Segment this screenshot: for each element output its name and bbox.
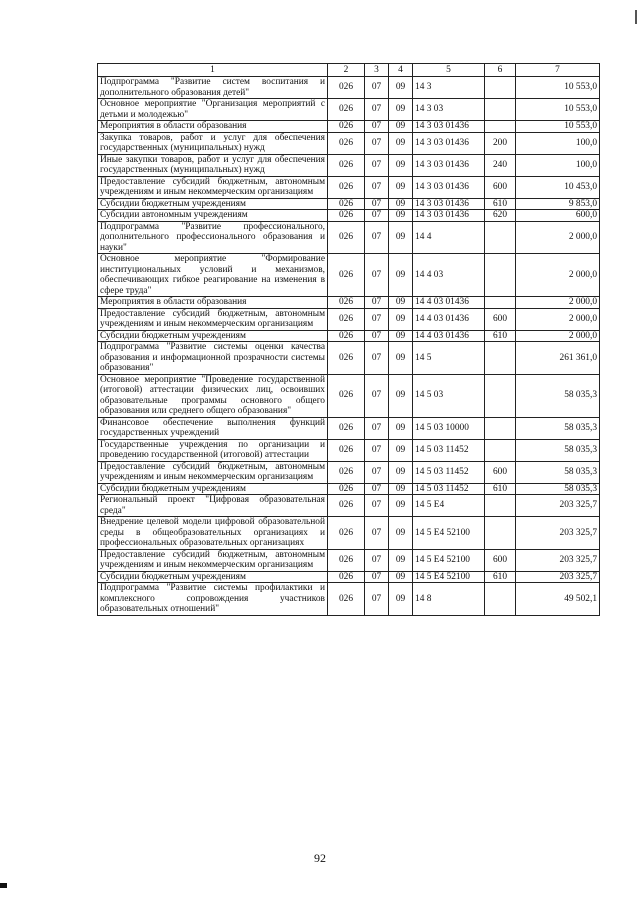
table-row — [98, 308, 600, 330]
page-number: 92 — [314, 851, 326, 865]
row-subsection-cell: 09 — [389, 221, 413, 254]
row-code-cell: 026 — [328, 342, 365, 375]
row-code-cell: 026 — [328, 121, 365, 133]
row-name-cell: Подпрограмма "Развитие системы оценки качества образования и информационной прозрачности системы образования" — [98, 342, 328, 375]
row-name-cell: Предоставление субсидий бюджетным, автономным учреждениям и иным некоммерческим организациям — [98, 461, 328, 483]
row-subsection-cell: 09 — [389, 330, 413, 342]
table-row — [98, 77, 600, 99]
table-row — [98, 132, 600, 154]
row-code-cell: 026 — [328, 517, 365, 550]
row-section-cell: 07 — [365, 483, 389, 495]
table-row — [98, 417, 600, 439]
row-name-cell: Закупка товаров, работ и услуг для обеспечения государственных (муниципальных) нужд — [98, 132, 328, 154]
row-expense-type-cell: 240 — [485, 154, 516, 176]
row-expense-type-cell — [485, 495, 516, 517]
row-amount-cell: 10 553,0 — [516, 77, 600, 99]
row-name-cell: Субсидии бюджетным учреждениям — [98, 483, 328, 495]
scan-artifact-left — [0, 883, 7, 888]
row-subsection-cell: 09 — [389, 439, 413, 461]
row-subsection-cell: 09 — [389, 308, 413, 330]
row-subsection-cell: 09 — [389, 549, 413, 571]
row-name-cell: Субсидии автономным учреждениям — [98, 210, 328, 222]
table-row — [98, 198, 600, 210]
row-amount-cell: 2 000,0 — [516, 308, 600, 330]
table-body — [98, 64, 600, 616]
table-row — [98, 495, 600, 517]
row-subsection-cell: 09 — [389, 583, 413, 616]
row-name-cell: Подпрограмма "Развитие систем воспитания и дополнительного образования детей" — [98, 77, 328, 99]
table-row — [98, 210, 600, 222]
table-header-row — [98, 64, 600, 77]
row-name-cell: Государственные учреждения по организации и проведению государственной (итоговой) аттестации — [98, 439, 328, 461]
row-subsection-cell: 09 — [389, 154, 413, 176]
row-target-article-cell: 14 5 E4 52100 — [413, 571, 485, 583]
row-amount-cell: 58 035,3 — [516, 461, 600, 483]
row-code-cell: 026 — [328, 308, 365, 330]
table-row — [98, 330, 600, 342]
row-target-article-cell: 14 4 — [413, 221, 485, 254]
row-expense-type-cell — [485, 254, 516, 297]
row-name-cell: Финансовое обеспечение выполнения функций государственных учреждений — [98, 417, 328, 439]
row-amount-cell: 2 000,0 — [516, 254, 600, 297]
row-subsection-cell: 09 — [389, 121, 413, 133]
row-section-cell: 07 — [365, 210, 389, 222]
row-amount-cell: 600,0 — [516, 210, 600, 222]
row-amount-cell: 2 000,0 — [516, 297, 600, 309]
row-expense-type-cell — [485, 342, 516, 375]
row-code-cell: 026 — [328, 297, 365, 309]
row-expense-type-cell: 200 — [485, 132, 516, 154]
row-target-article-cell: 14 4 03 — [413, 254, 485, 297]
row-expense-type-cell: 610 — [485, 571, 516, 583]
row-subsection-cell: 09 — [389, 297, 413, 309]
table-row — [98, 297, 600, 309]
row-code-cell: 026 — [328, 571, 365, 583]
header-col-2: 2 — [328, 64, 365, 77]
row-expense-type-cell — [485, 374, 516, 417]
row-target-article-cell: 14 5 03 11452 — [413, 483, 485, 495]
row-name-cell: Региональный проект "Цифровая образовательная среда" — [98, 495, 328, 517]
row-target-article-cell: 14 5 E4 52100 — [413, 517, 485, 550]
row-section-cell: 07 — [365, 549, 389, 571]
row-expense-type-cell — [485, 583, 516, 616]
row-amount-cell: 58 035,3 — [516, 374, 600, 417]
row-target-article-cell: 14 5 E4 — [413, 495, 485, 517]
row-name-cell: Подпрограмма "Развитие системы профилактики и комплексного сопровождения участников образовательных отношений" — [98, 583, 328, 616]
row-section-cell: 07 — [365, 342, 389, 375]
row-name-cell: Основное мероприятие "Проведение государственной (итоговой) аттестации физических лиц, освоивших образовательные программы основного общего образования или среднего общего образования" — [98, 374, 328, 417]
row-name-cell: Субсидии бюджетным учреждениям — [98, 198, 328, 210]
scan-artifact-right — [635, 10, 637, 24]
row-target-article-cell: 14 8 — [413, 583, 485, 616]
row-name-cell: Мероприятия в области образования — [98, 297, 328, 309]
row-amount-cell: 100,0 — [516, 132, 600, 154]
header-col-1: 1 — [98, 64, 328, 77]
row-code-cell: 026 — [328, 439, 365, 461]
row-amount-cell: 58 035,3 — [516, 439, 600, 461]
table-row — [98, 571, 600, 583]
row-expense-type-cell: 610 — [485, 330, 516, 342]
row-target-article-cell: 14 3 03 — [413, 99, 485, 121]
row-name-cell: Предоставление субсидий бюджетным, автономным учреждениям и иным некоммерческим организациям — [98, 549, 328, 571]
table-row — [98, 342, 600, 375]
row-expense-type-cell — [485, 221, 516, 254]
row-code-cell: 026 — [328, 176, 365, 198]
header-col-4: 4 — [389, 64, 413, 77]
row-target-article-cell: 14 5 E4 52100 — [413, 549, 485, 571]
row-name-cell: Мероприятия в области образования — [98, 121, 328, 133]
row-subsection-cell: 09 — [389, 198, 413, 210]
row-subsection-cell: 09 — [389, 417, 413, 439]
row-code-cell: 026 — [328, 154, 365, 176]
row-subsection-cell: 09 — [389, 517, 413, 550]
row-section-cell: 07 — [365, 583, 389, 616]
table-row — [98, 99, 600, 121]
row-code-cell: 026 — [328, 583, 365, 616]
row-section-cell: 07 — [365, 374, 389, 417]
row-code-cell: 026 — [328, 374, 365, 417]
row-code-cell: 026 — [328, 210, 365, 222]
row-amount-cell: 100,0 — [516, 154, 600, 176]
table-row — [98, 176, 600, 198]
row-section-cell: 07 — [365, 417, 389, 439]
row-amount-cell: 203 325,7 — [516, 571, 600, 583]
row-amount-cell: 9 853,0 — [516, 198, 600, 210]
row-expense-type-cell — [485, 121, 516, 133]
row-code-cell: 026 — [328, 417, 365, 439]
budget-table — [97, 63, 600, 616]
row-section-cell: 07 — [365, 571, 389, 583]
row-section-cell: 07 — [365, 254, 389, 297]
table-row — [98, 483, 600, 495]
header-col-7: 7 — [516, 64, 600, 77]
table-row — [98, 221, 600, 254]
row-expense-type-cell — [485, 417, 516, 439]
row-amount-cell: 49 502,1 — [516, 583, 600, 616]
row-expense-type-cell: 600 — [485, 549, 516, 571]
row-target-article-cell: 14 4 03 01436 — [413, 330, 485, 342]
row-section-cell: 07 — [365, 99, 389, 121]
table-row — [98, 121, 600, 133]
row-subsection-cell: 09 — [389, 461, 413, 483]
row-section-cell: 07 — [365, 77, 389, 99]
row-amount-cell: 58 035,3 — [516, 417, 600, 439]
row-expense-type-cell — [485, 517, 516, 550]
row-target-article-cell: 14 4 03 01436 — [413, 297, 485, 309]
row-amount-cell: 203 325,7 — [516, 517, 600, 550]
row-target-article-cell: 14 3 03 01436 — [413, 121, 485, 133]
row-subsection-cell: 09 — [389, 77, 413, 99]
row-subsection-cell: 09 — [389, 374, 413, 417]
row-expense-type-cell: 620 — [485, 210, 516, 222]
row-expense-type-cell: 600 — [485, 308, 516, 330]
row-expense-type-cell: 600 — [485, 176, 516, 198]
row-target-article-cell: 14 4 03 01436 — [413, 308, 485, 330]
row-code-cell: 026 — [328, 132, 365, 154]
row-section-cell: 07 — [365, 176, 389, 198]
header-col-5: 5 — [413, 64, 485, 77]
row-section-cell: 07 — [365, 439, 389, 461]
row-name-cell: Предоставление субсидий бюджетным, автономным учреждениям и иным некоммерческим организациям — [98, 308, 328, 330]
row-target-article-cell: 14 5 03 11452 — [413, 461, 485, 483]
table-row — [98, 461, 600, 483]
row-amount-cell: 261 361,0 — [516, 342, 600, 375]
row-code-cell: 026 — [328, 254, 365, 297]
row-target-article-cell: 14 5 03 10000 — [413, 417, 485, 439]
row-target-article-cell: 14 3 03 01436 — [413, 198, 485, 210]
row-code-cell: 026 — [328, 330, 365, 342]
row-subsection-cell: 09 — [389, 210, 413, 222]
header-col-6: 6 — [485, 64, 516, 77]
row-name-cell: Основное мероприятие "Формирование институциональных условий и механизмов, обеспечивающих гибкое реагирование на изменения в сфере труда" — [98, 254, 328, 297]
row-name-cell: Субсидии бюджетным учреждениям — [98, 571, 328, 583]
row-amount-cell: 2 000,0 — [516, 330, 600, 342]
table-row — [98, 549, 600, 571]
row-expense-type-cell: 610 — [485, 483, 516, 495]
row-target-article-cell: 14 3 — [413, 77, 485, 99]
row-section-cell: 07 — [365, 517, 389, 550]
table-row — [98, 254, 600, 297]
row-section-cell: 07 — [365, 461, 389, 483]
row-code-cell: 026 — [328, 198, 365, 210]
row-amount-cell: 10 553,0 — [516, 99, 600, 121]
row-subsection-cell: 09 — [389, 342, 413, 375]
row-name-cell: Предоставление субсидий бюджетным, автономным учреждениям и иным некоммерческим организациям — [98, 176, 328, 198]
row-code-cell: 026 — [328, 221, 365, 254]
row-section-cell: 07 — [365, 330, 389, 342]
row-expense-type-cell — [485, 297, 516, 309]
row-target-article-cell: 14 5 03 11452 — [413, 439, 485, 461]
row-section-cell: 07 — [365, 121, 389, 133]
table-row — [98, 374, 600, 417]
row-section-cell: 07 — [365, 132, 389, 154]
row-section-cell: 07 — [365, 221, 389, 254]
row-target-article-cell: 14 3 03 01436 — [413, 132, 485, 154]
row-amount-cell: 58 035,3 — [516, 483, 600, 495]
row-target-article-cell: 14 5 03 — [413, 374, 485, 417]
table-row — [98, 439, 600, 461]
row-section-cell: 07 — [365, 198, 389, 210]
row-code-cell: 026 — [328, 77, 365, 99]
row-section-cell: 07 — [365, 308, 389, 330]
row-target-article-cell: 14 3 03 01436 — [413, 176, 485, 198]
row-amount-cell: 203 325,7 — [516, 549, 600, 571]
row-target-article-cell: 14 3 03 01436 — [413, 154, 485, 176]
row-subsection-cell: 09 — [389, 254, 413, 297]
row-target-article-cell: 14 5 — [413, 342, 485, 375]
row-amount-cell: 2 000,0 — [516, 221, 600, 254]
row-section-cell: 07 — [365, 297, 389, 309]
table-row — [98, 583, 600, 616]
row-name-cell: Иные закупки товаров, работ и услуг для обеспечения государственных (муниципальных) нужд — [98, 154, 328, 176]
header-col-3: 3 — [365, 64, 389, 77]
row-subsection-cell: 09 — [389, 571, 413, 583]
row-code-cell: 026 — [328, 495, 365, 517]
row-expense-type-cell: 600 — [485, 461, 516, 483]
row-subsection-cell: 09 — [389, 495, 413, 517]
row-expense-type-cell — [485, 99, 516, 121]
row-expense-type-cell: 610 — [485, 198, 516, 210]
row-code-cell: 026 — [328, 99, 365, 121]
table-row — [98, 517, 600, 550]
row-section-cell: 07 — [365, 154, 389, 176]
row-name-cell: Субсидии бюджетным учреждениям — [98, 330, 328, 342]
table-row — [98, 154, 600, 176]
row-section-cell: 07 — [365, 495, 389, 517]
row-subsection-cell: 09 — [389, 99, 413, 121]
row-amount-cell: 203 325,7 — [516, 495, 600, 517]
row-subsection-cell: 09 — [389, 132, 413, 154]
row-code-cell: 026 — [328, 483, 365, 495]
row-name-cell: Внедрение целевой модели цифровой образовательной среды в общеобразовательных организациях и профессиональных образовательных организациях — [98, 517, 328, 550]
row-expense-type-cell — [485, 439, 516, 461]
row-subsection-cell: 09 — [389, 176, 413, 198]
row-subsection-cell: 09 — [389, 483, 413, 495]
row-amount-cell: 10 553,0 — [516, 121, 600, 133]
row-amount-cell: 10 453,0 — [516, 176, 600, 198]
row-expense-type-cell — [485, 77, 516, 99]
row-name-cell: Подпрограмма "Развитие профессионального, дополнительного профессионального образования и науки" — [98, 221, 328, 254]
row-name-cell: Основное мероприятие "Организация мероприятий с детьми и молодежью" — [98, 99, 328, 121]
row-code-cell: 026 — [328, 549, 365, 571]
row-target-article-cell: 14 3 03 01436 — [413, 210, 485, 222]
row-code-cell: 026 — [328, 461, 365, 483]
